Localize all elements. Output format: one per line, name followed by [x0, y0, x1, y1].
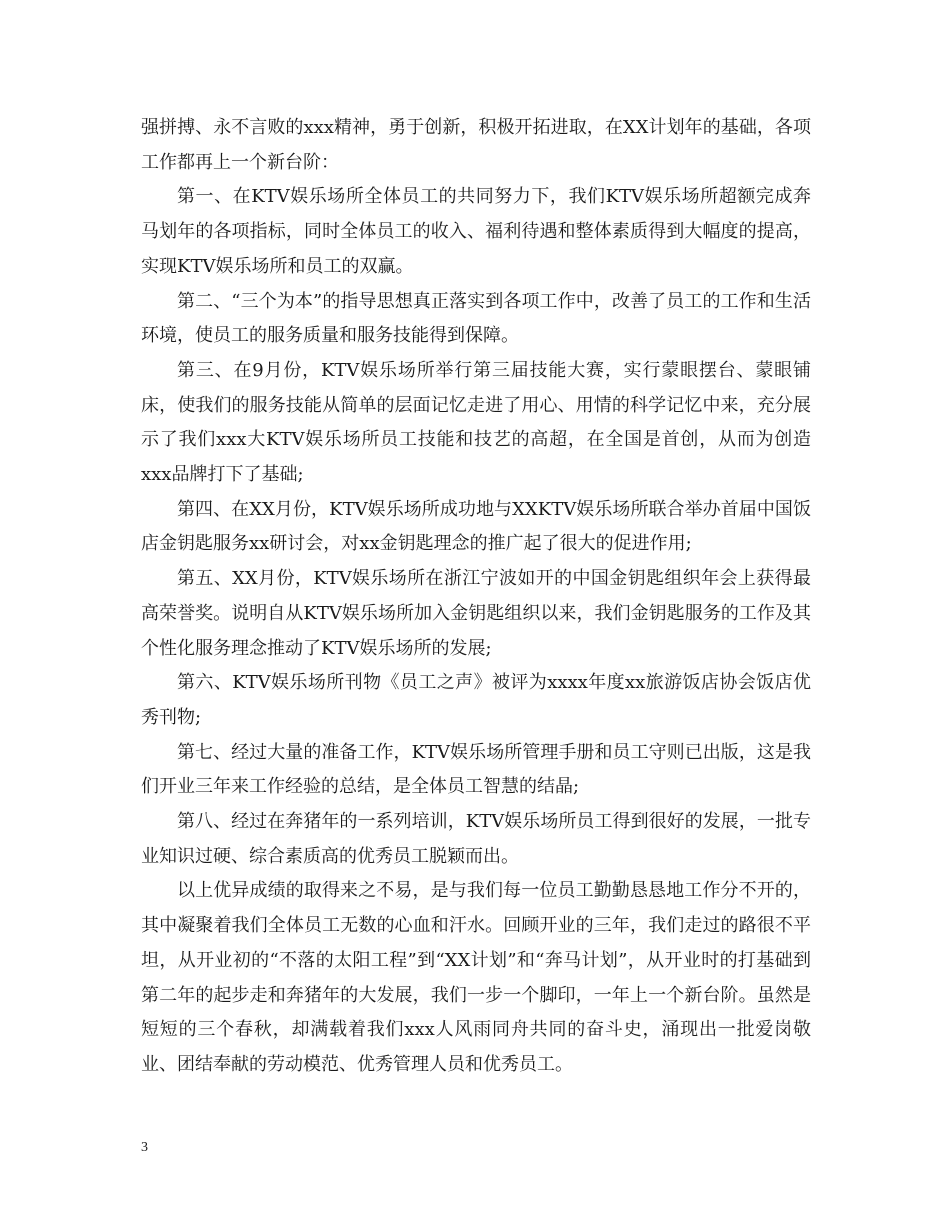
- paragraph-achievement-1: 第一、在KTV娱乐场所全体员工的共同努力下，我们KTV娱乐场所超额完成奔马划年的各项指标，同时全体员工的收入、福利待遇和整体素质得到大幅度的提高，实现KTV娱乐场所和员工的双赢。: [141, 186, 811, 277]
- paragraph-achievement-8: 第八、经过在奔猪年的一系列培训，KTV娱乐场所员工得到很好的发展，一批专业知识过硬、综合素质高的优秀员工脱颖而出。: [141, 811, 811, 867]
- paragraph-achievement-2: 第二、“三个为本”的指导思想真正落实到各项工作中，改善了员工的工作和生活环境，使员工的服务质量和服务技能得到保障。: [141, 290, 811, 347]
- paragraph-achievement-5: 第五、XX月份，KTV娱乐场所在浙江宁波如开的中国金钥匙组织年会上获得最高荣誉奖。说明自从KTV娱乐场所加入金钥匙组织以来，我们金钥匙服务的工作及其个性化服务理念推动了KTV娱乐场所的发展;: [141, 568, 811, 659]
- paragraph-summary: 以上优异成绩的取得来之不易，是与我们每一位员工勤勤恳恳地工作分不开的，其中凝聚着我们全体员工无数的心血和汗水。回顾开业的三年，我们走过的路很不平坦，从开业初的“不落的太阳工程”到“XX计划”和“奔马计划”，从开业时的打基础到第二年的起步走和奔猪年的大发展，我们一步一个脚印，一年上一个新台阶。虽然是短短的三个春秋，却满载着我们xxx人风雨同舟共同的奋斗史，涌现出一批爱岗敬业、团结奉献的劳动模范、优秀管理人员和优秀员工。: [141, 880, 811, 1075]
- paragraph-achievement-7: 第七、经过大量的准备工作，KTV娱乐场所管理手册和员工守则已出版，这是我们开业三年来工作经验的总结，是全体员工智慧的结晶;: [141, 741, 811, 798]
- paragraph-achievement-3: 第三、在9月份，KTV娱乐场所举行第三届技能大赛，实行蒙眼摆台、蒙眼铺床，使我们的服务技能从简单的层面记忆走进了用心、用情的科学记忆中来，充分展示了我们xxx大KTV娱乐场所员工技能和技艺的高超，在全国是首创，从而为创造xxx品牌打下了基础;: [141, 359, 811, 486]
- paragraph-continuation: 强拼搏、永不言败的xxx精神，勇于创新，积极开拓进取，在XX计划年的基础，各项工作都再上一个新台阶：: [141, 117, 811, 173]
- paragraph-achievement-6: 第六、KTV娱乐场所刊物《员工之声》被评为xxxx年度xx旅游饭店协会饭店优秀刊物;: [141, 672, 811, 728]
- paragraph-achievement-4: 第四、在XX月份，KTV娱乐场所成功地与XXKTV娱乐场所联合举办首届中国饭店金钥匙服务xx研讨会，对xx金钥匙理念的推广起了很大的促进作用;: [141, 498, 811, 555]
- page-number: 3: [141, 1140, 148, 1155]
- document-body: [141, 111, 811, 1083]
